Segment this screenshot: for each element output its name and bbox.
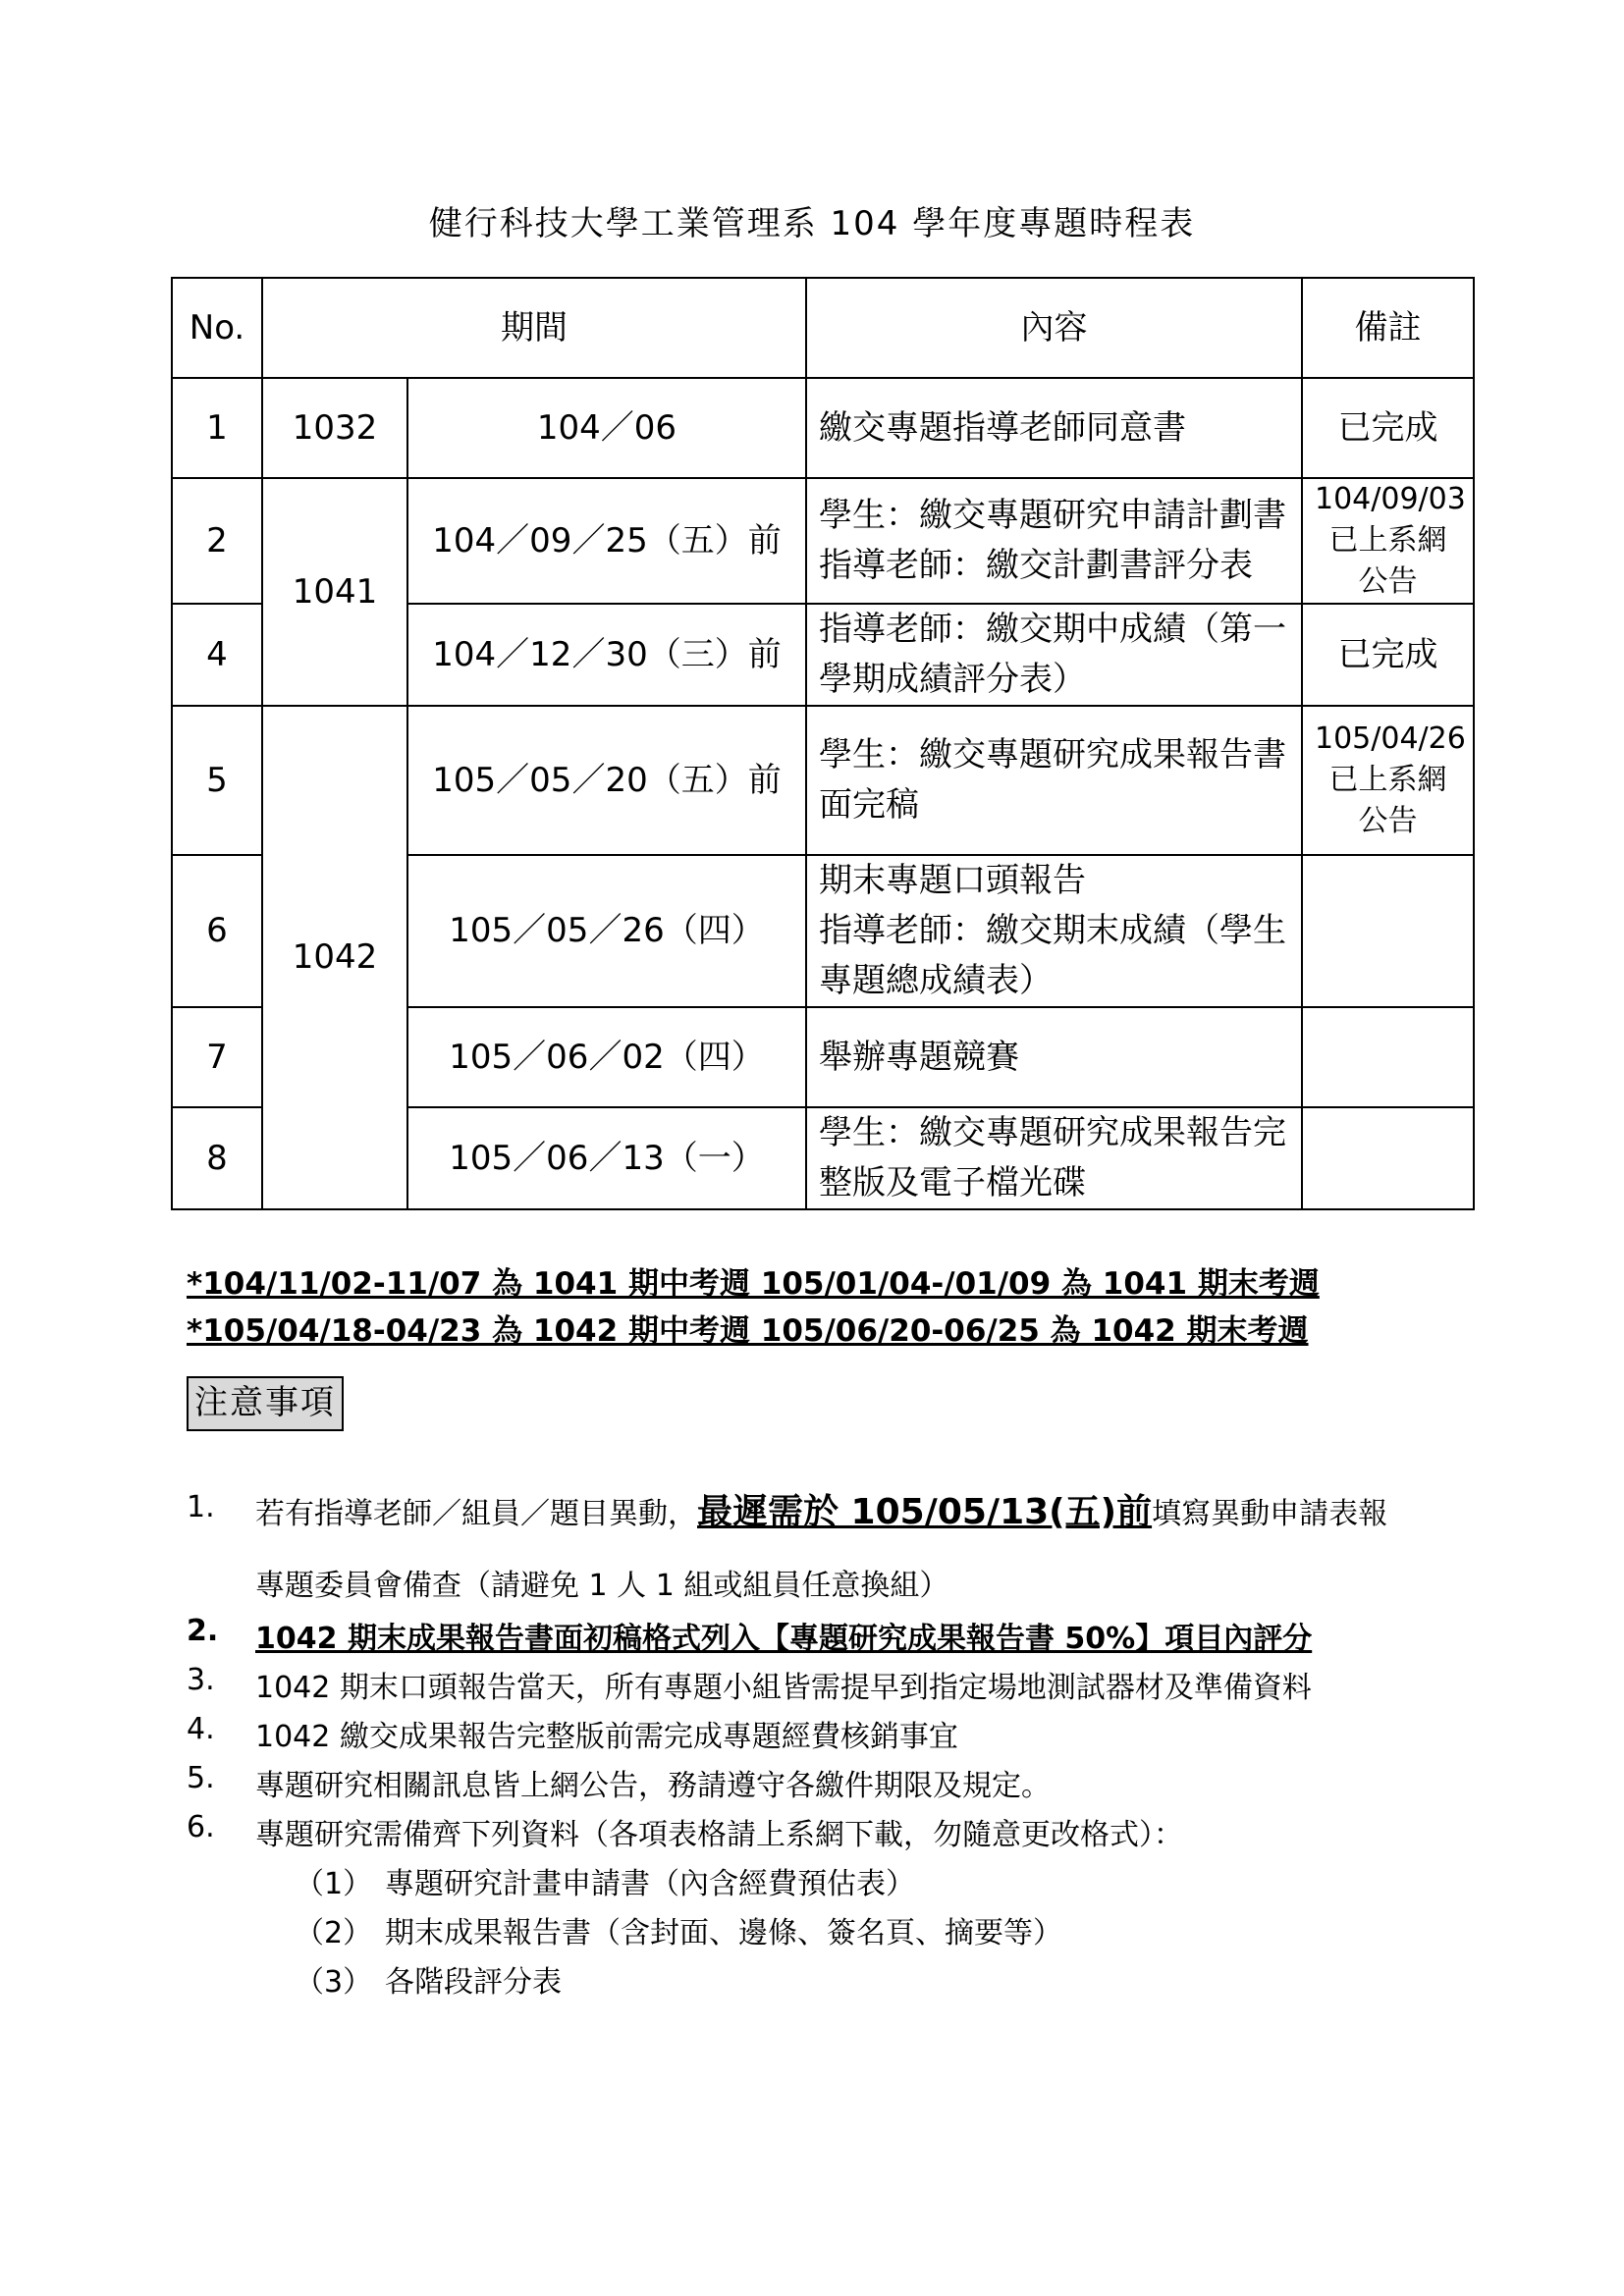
subitem-2-number: （2） [295, 1916, 373, 1950]
table-header-row [172, 278, 1474, 378]
schedule-table [171, 277, 1475, 1210]
document-title: 健行科技大學工業管理系 104 學年度專題時程表 [428, 204, 1196, 243]
notice-item-2-number: 2. [187, 1614, 219, 1648]
notice-item-5: 專題研究相關訊息皆上網公告，務請遵守各繳件期限及規定。 [255, 1769, 1051, 1803]
notice-item-1-continuation: 專題委員會備查（請避免 1 人 1 組或組員任意換組） [255, 1569, 949, 1603]
row-no: 4 [172, 604, 262, 706]
table-row [172, 706, 1474, 855]
header-period: 期間 [262, 278, 806, 378]
notice-item-1-number: 1. [187, 1490, 215, 1524]
subitem-3: 各階段評分表 [385, 1965, 562, 2000]
subitem-1-number: （1） [295, 1867, 373, 1901]
subitem-2: 期末成果報告書（含封面、邊條、簽名頁、摘要等） [385, 1916, 1062, 1950]
header-remark: 備註 [1302, 278, 1474, 378]
semester-cell: 1042 [262, 706, 407, 1209]
remark-cell: 已完成 [1302, 604, 1474, 706]
date-cell: 105／06／13（一） [407, 1107, 806, 1209]
remark-cell: 105/04/26 已上系網 公告 [1302, 706, 1474, 855]
notice-item-3: 1042 期末口頭報告當天，所有專題小組皆需提早到指定場地測試器材及準備資料 [255, 1671, 1312, 1705]
notice-item-6-number: 6. [187, 1810, 215, 1844]
date-cell: 105／06／02（四） [407, 1007, 806, 1107]
subitem-1: 專題研究計畫申請書（內含經費預估表） [385, 1867, 915, 1901]
exam-week-line-2: *105/04/18-04/23 為 1042 期中考週 105/06/20-06/25 為 1042 期末考週 [187, 1313, 1309, 1349]
table-row [172, 478, 1474, 604]
table-row [172, 378, 1474, 478]
content-cell: 期末專題口頭報告 指導老師：繳交期末成績（學生 專題總成績表） [806, 855, 1302, 1007]
row-no: 8 [172, 1107, 262, 1209]
notice-item-5-number: 5. [187, 1761, 215, 1795]
notice-item-4: 1042 繳交成果報告完整版前需完成專題經費核銷事宜 [255, 1720, 958, 1754]
exam-week-line-1: *104/11/02-11/07 為 1041 期中考週 105/01/04-/01/09 為 1041 期末考週 [187, 1266, 1320, 1302]
date-cell: 104／12／30（三）前 [407, 604, 806, 706]
notice-title: 注意事項 [187, 1376, 344, 1431]
semester-cell: 1032 [262, 378, 407, 478]
remark-cell [1302, 1007, 1474, 1107]
semester-cell: 1041 [262, 478, 407, 706]
notice-item-4-number: 4. [187, 1712, 215, 1746]
notice-item-6: 專題研究需備齊下列資料（各項表格請上系網下載，勿隨意更改格式）： [255, 1818, 1183, 1852]
content-cell: 舉辦專題競賽 [806, 1007, 1302, 1107]
row-no: 5 [172, 706, 262, 855]
row-no: 7 [172, 1007, 262, 1107]
date-cell: 105／05／26（四） [407, 855, 806, 1007]
header-content: 內容 [806, 278, 1302, 378]
content-cell: 學生：繳交專題研究成果報告書 面完稿 [806, 706, 1302, 855]
content-cell: 指導老師：繳交期中成績（第一 學期成績評分表） [806, 604, 1302, 706]
row-no: 6 [172, 855, 262, 1007]
row-no: 2 [172, 478, 262, 604]
remark-cell: 已完成 [1302, 378, 1474, 478]
header-no: No. [172, 278, 262, 378]
remark-cell: 104/09/03 已上系網 公告 [1302, 478, 1474, 604]
date-cell: 104／06 [407, 378, 806, 478]
content-cell: 學生：繳交專題研究成果報告完 整版及電子檔光碟 [806, 1107, 1302, 1209]
subitem-3-number: （3） [295, 1965, 373, 2000]
remark-cell [1302, 855, 1474, 1007]
date-cell: 104／09／25（五）前 [407, 478, 806, 604]
notice-item-2: 1042 期末成果報告書面初稿格式列入【專題研究成果報告書 50%】項目內評分 [255, 1622, 1313, 1656]
remark-cell [1302, 1107, 1474, 1209]
notice-item-1: 若有指導老師／組員／題目異動，最遲需於 105/05/13(五)前填寫異動申請表報 [255, 1492, 1388, 1532]
notice-item-3-number: 3. [187, 1663, 215, 1697]
date-cell: 105／05／20（五）前 [407, 706, 806, 855]
content-cell: 學生：繳交專題研究申請計劃書 指導老師：繳交計劃書評分表 [806, 478, 1302, 604]
row-no: 1 [172, 378, 262, 478]
deadline-emphasis: 最遲需於 105/05/13(五)前 [697, 1492, 1153, 1532]
content-cell: 繳交專題指導老師同意書 [806, 378, 1302, 478]
